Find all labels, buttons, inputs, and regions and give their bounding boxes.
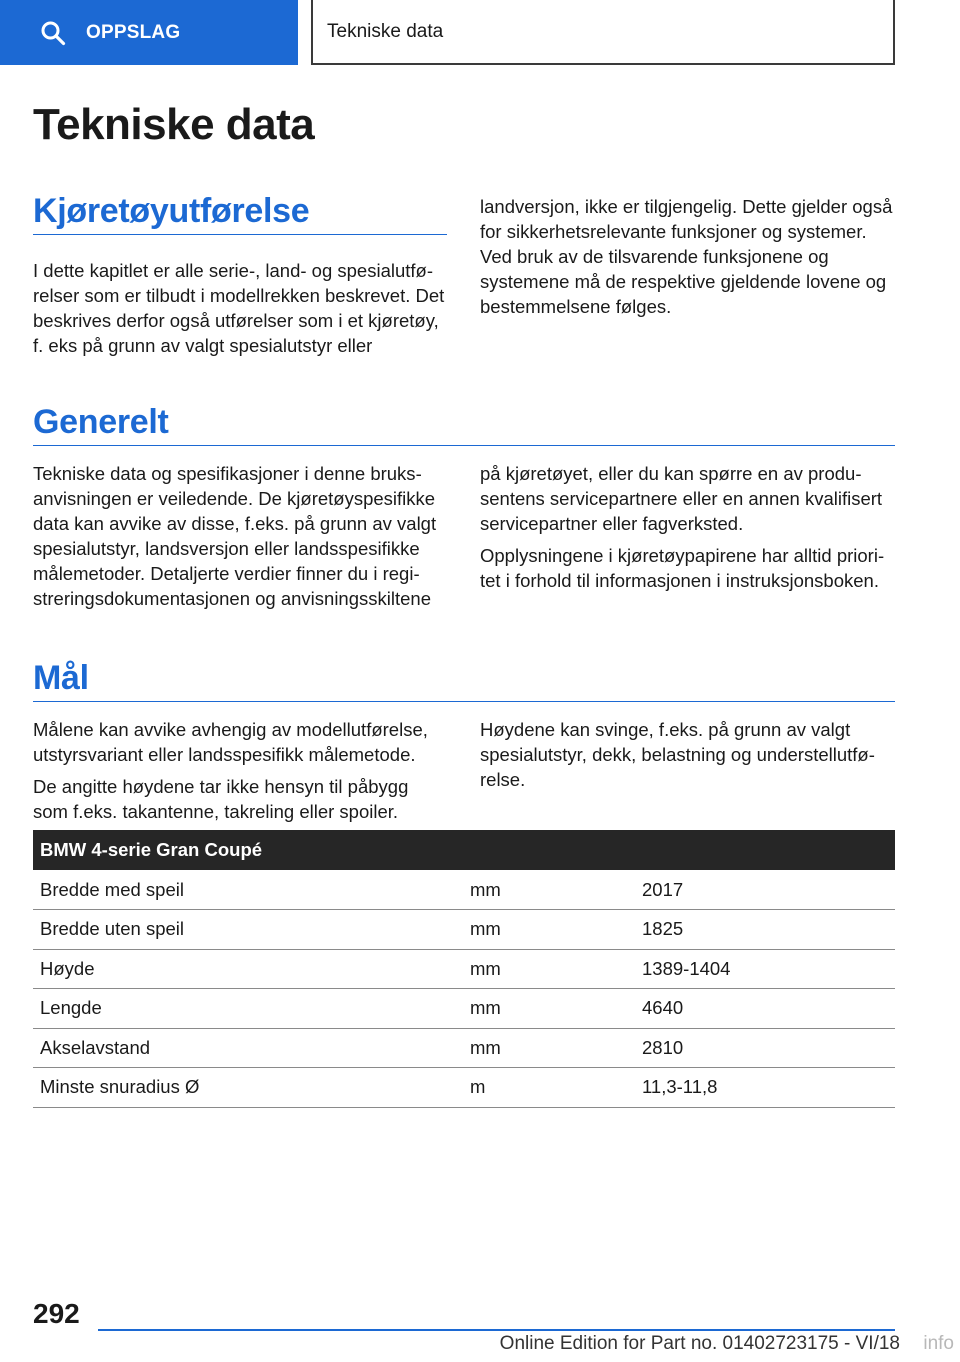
oppslag-tab-label: OPPSLAG — [86, 21, 181, 43]
row-value: 1389-1404 — [635, 949, 895, 989]
table-row — [33, 949, 895, 989]
row-unit: m — [463, 1068, 635, 1108]
oppslag-tab-button[interactable] — [0, 0, 298, 65]
page-title: Tekniske data — [33, 100, 315, 149]
row-value: 4640 — [635, 989, 895, 1029]
section-rule — [33, 234, 447, 235]
row-value: 2810 — [635, 1028, 895, 1068]
row-label: Bredde med speil — [33, 870, 463, 910]
table-row — [33, 989, 895, 1029]
page-number: 292 — [33, 1298, 80, 1329]
row-label: Høyde — [33, 949, 463, 989]
mal-text-right: Høydene kan svinge, f.eks. på grunn av valgt spesialutstyr, dekk, belastning og understellutførelse. — [480, 719, 875, 790]
row-value: 1825 — [635, 910, 895, 950]
row-unit: mm — [463, 949, 635, 989]
watermark: info — [923, 1333, 954, 1354]
kjoretoy-text-right: landversjon, ikke er tilgjengelig. Dette gjelder også for sikkerhetsrelevante funksjoner og systemer. Ved bruk av de tilsvarende funksjonene og systemene må de respektive gjeldende lovene og bestemmelsene følges. — [480, 196, 893, 317]
row-label: Bredde uten speil — [33, 910, 463, 950]
row-label: Lengde — [33, 989, 463, 1029]
row-unit: mm — [463, 910, 635, 950]
section-title-generelt: Generelt — [33, 403, 169, 441]
row-unit: mm — [463, 989, 635, 1029]
section-rule — [33, 445, 895, 446]
generelt-text-left: Tekniske data og spesifikasjoner i denne bruksanvisningen er veiledende. De kjøretøyspesifikke data kan avvike av disse, f.eks. på grunn av valgt spesialutstyr, landsversjon eller landsspesifikke målemetoder. Detaljerte verdier finner du i registreringsdokumentasjonen og anvisningsskiltene — [33, 463, 437, 609]
kjoretoy-text-left: I dette kapitlet er alle serie-, land- og spesialutførelser som er tilbudt i modellrekken beskrevet. Det beskrives derfor også utførelser som i et kjøretøy, f. eks på grunn av valgt spesialutstyr eller — [33, 260, 445, 356]
table-row — [33, 870, 895, 910]
row-value: 2017 — [635, 870, 895, 910]
row-value: 11,3-11,8 — [635, 1068, 895, 1108]
row-unit: mm — [463, 1028, 635, 1068]
generelt-text-right — [480, 461, 895, 600]
table-row — [33, 910, 895, 950]
search-icon — [40, 20, 66, 46]
table-row — [33, 1068, 895, 1108]
row-unit: mm — [463, 870, 635, 910]
footer-edition: Online Edition for Part no. 01402723175 - VI/18 — [499, 1333, 900, 1354]
breadcrumb-label: Tekniske data — [327, 20, 444, 42]
footer-rule — [98, 1329, 895, 1331]
table-row — [33, 1028, 895, 1068]
section-title-mal: Mål — [33, 659, 89, 697]
generelt-paragraph-2: Opplysningene i kjøretøypapirene har alltid prioritet i forhold til informasjonen i instruksjonsboken. — [480, 545, 885, 591]
generelt-paragraph-1: på kjøretøyet, eller du kan spørre en av produsentens servicepartnere eller en annen kvalifisert servicepartner eller fagverksted. — [480, 463, 883, 534]
row-label: Akselavstand — [33, 1028, 463, 1068]
row-label: Minste snuradius Ø — [33, 1068, 463, 1108]
mal-text-left — [33, 717, 447, 831]
dimensions-table — [33, 830, 895, 1108]
breadcrumb[interactable] — [311, 0, 895, 65]
table-header: BMW 4-serie Gran Coupé — [33, 830, 895, 870]
section-title-kjoretoyutforelse: Kjøretøyutførelse — [33, 192, 310, 230]
mal-paragraph-2: De angitte høydene tar ikke hensyn til påbygg som f.eks. takantenne, takreling eller spoiler. — [33, 776, 409, 822]
mal-paragraph-1: Målene kan avvike avhengig av modellutførelse, utstyrsvariant eller landsspesifikk målemetode. — [33, 719, 428, 765]
section-rule — [33, 701, 895, 702]
table-header-row — [33, 830, 895, 870]
